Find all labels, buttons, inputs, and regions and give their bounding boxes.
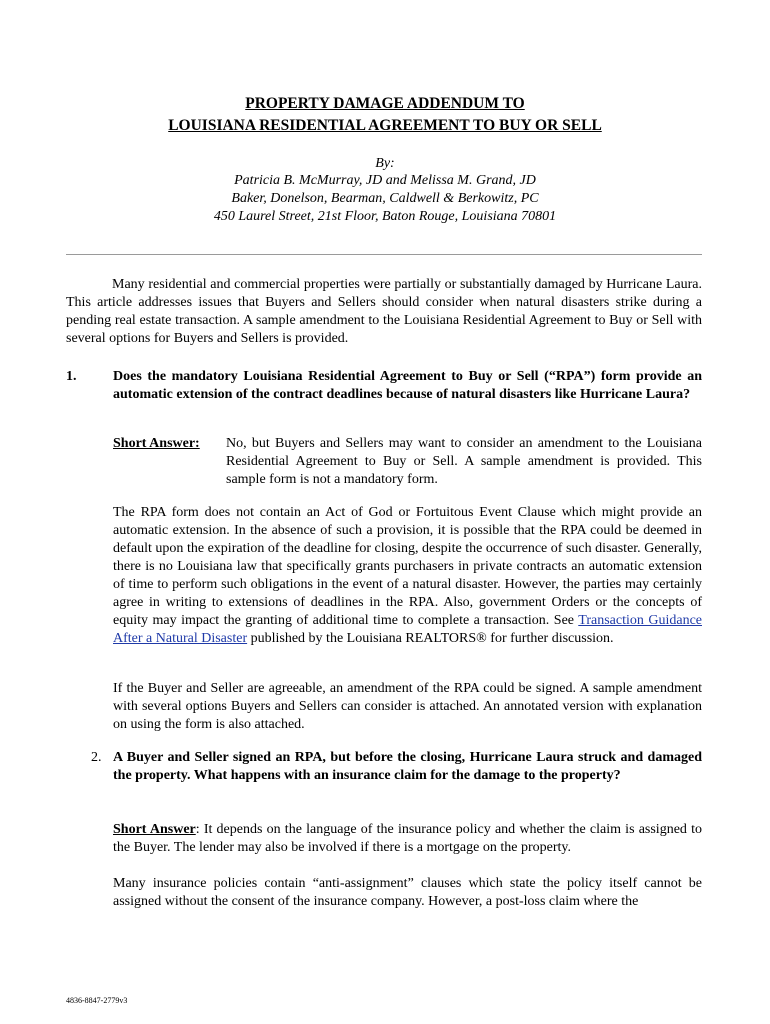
question-2-short-answer-label: Short Answer: [113, 822, 196, 837]
question-2-body-1: Many insurance policies contain “anti-assignment” clauses which state the policy itself cannot be assigned without the consent of the insurance company. However, a post-loss claim where the: [113, 876, 702, 909]
byline-firm: Baker, Donelson, Bearman, Caldwell & Berkowitz, PC: [231, 191, 539, 206]
title-line-1: PROPERTY DAMAGE ADDENDUM TO: [245, 95, 525, 112]
question-1-body-1: [113, 504, 702, 648]
question-1-body-2: If the Buyer and Seller are agreeable, an amendment of the RPA could be signed. A sample amendment with several options Buyers and Sellers can consider is attached. An annotated version with explanation on using the form is also attached.: [113, 681, 702, 732]
question-2-number: 2.: [91, 750, 102, 765]
question-2-short-answer: [113, 821, 702, 857]
intro-paragraph: Many residential and commercial properties were partially or substantially damaged by Hurricane Laura. This article addresses issues that Buyers and Sellers should consider when natural disasters strike during a pending real estate transaction. A sample amendment to the Louisiana Residential Agreement to Buy or Sell with several options for Buyers and Sellers is provided.: [66, 277, 702, 346]
question-1-number: 1.: [66, 369, 77, 384]
title-line-2: LOUISIANA RESIDENTIAL AGREEMENT TO BUY OR SELL: [168, 117, 602, 134]
question-1-text: Does the mandatory Louisiana Residential Agreement to Buy or Sell (“RPA”) form provide an automatic extension of the contract deadlines because of natural disasters like Hurricane Laura?: [113, 369, 702, 402]
question-1-body-1-start: The RPA form does not contain an Act of God or Fortuitous Event Clause which might provide an automatic extension. In the absence of such a provision, it is possible that the RPA could be deemed in default upon the expiration of the deadline for closing, despite the occurrence of such disaster. Generally, there is no Louisiana law that specifically grants purchasers in private contracts an automatic extension of time to perform such obligations in the event of a natural disaster. However, the parties may certainly agree in writing to extensions of deadlines in the RPA. Also, government Orders or the concepts of equity may impact the granting of additional time to complete a transaction. See: [113, 505, 702, 628]
byline-authors: Patricia B. McMurray, JD and Melissa M. Grand, JD: [234, 173, 536, 188]
question-1-short-answer: No, but Buyers and Sellers may want to consider an amendment to the Louisiana Residential Agreement to Buy or Sell. A sample amendment is provided. This sample form is not a mandatory form.: [226, 436, 702, 487]
question-2-text: A Buyer and Seller signed an RPA, but before the closing, Hurricane Laura struck and damaged the property. What happens with an insurance claim for the damage to the property?: [113, 750, 702, 783]
transaction-guidance-link[interactable]: Transaction Guidance After a Natural Disaster: [113, 613, 702, 646]
question-1-short-answer-label: Short Answer:: [113, 436, 200, 451]
question-2-short-answer-text: : It depends on the language of the insurance policy and whether the claim is assigned to the Buyer. The lender may also be involved if there is a mortgage on the property.: [113, 822, 702, 855]
document-footer-id: 4836-8847-2779v3: [66, 996, 128, 1005]
horizontal-rule: [66, 254, 702, 255]
byline-label: By:: [375, 156, 395, 171]
byline-address: 450 Laurel Street, 21st Floor, Baton Rouge, Louisiana 70801: [213, 209, 557, 224]
question-1-body-1-end: published by the Louisiana REALTORS® for further discussion.: [247, 631, 614, 646]
